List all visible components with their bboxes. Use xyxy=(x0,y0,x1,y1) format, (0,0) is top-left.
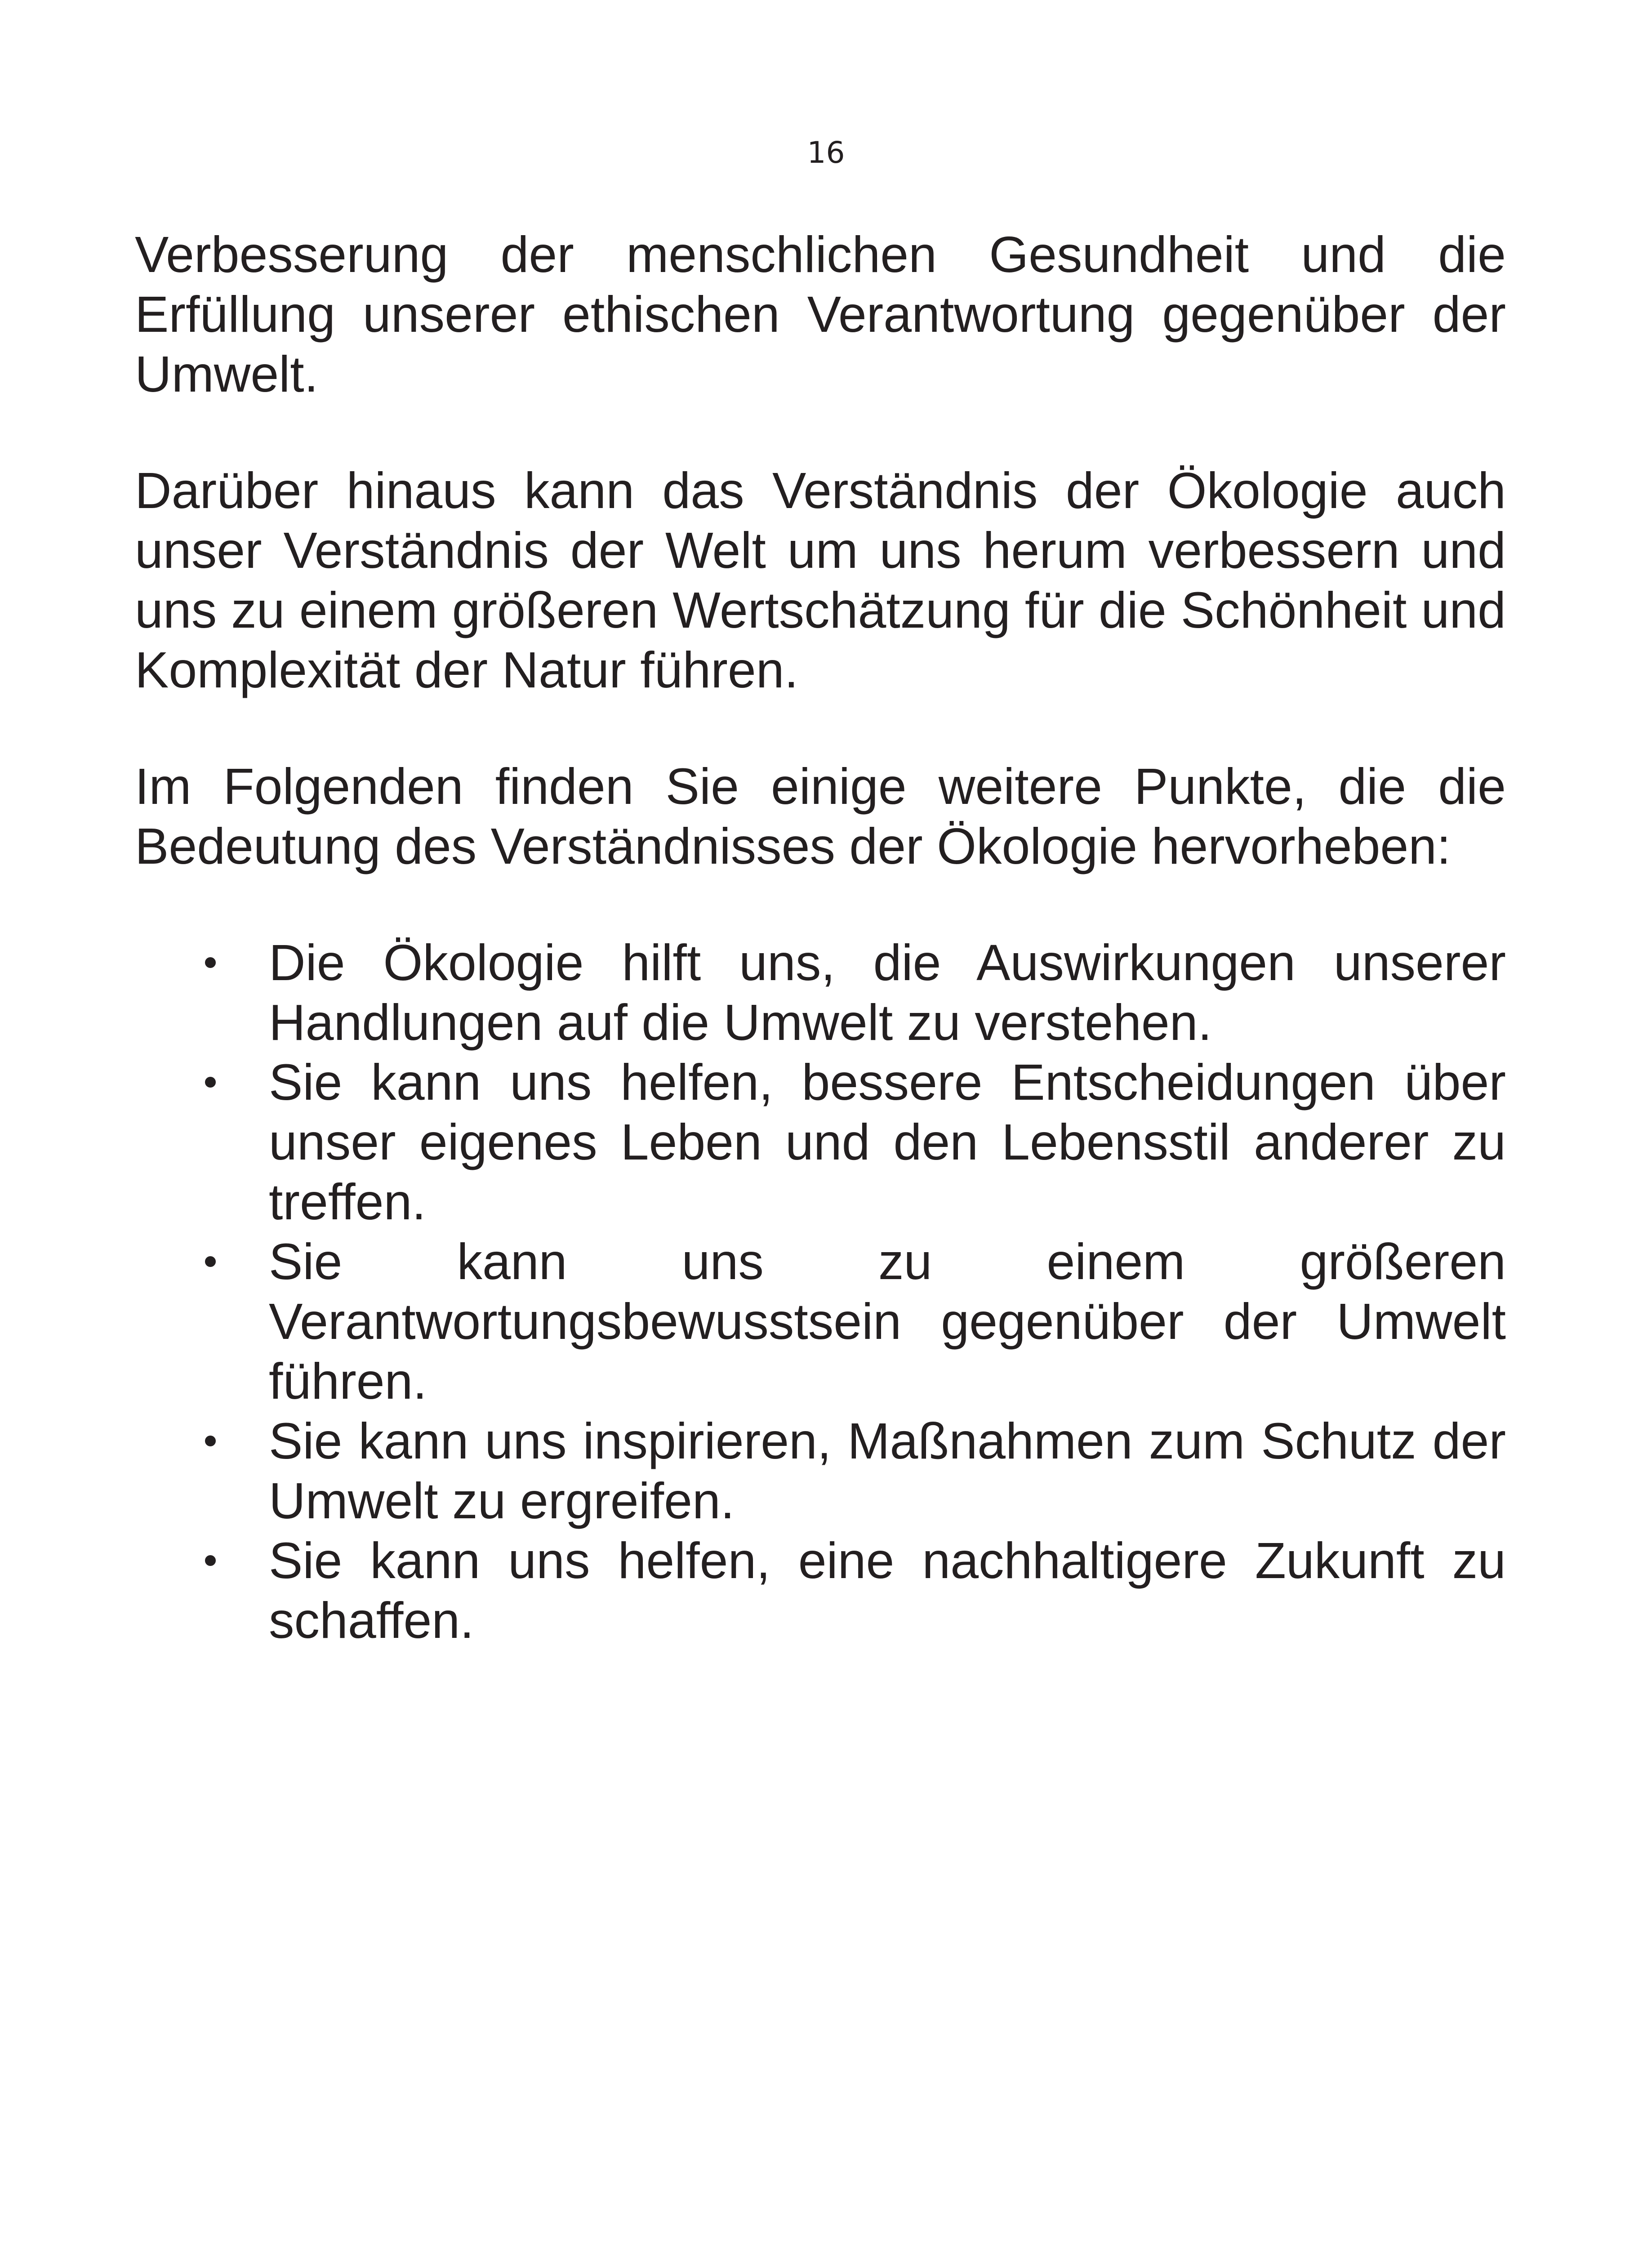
list-item xyxy=(135,1053,1506,1232)
bullet-list xyxy=(135,933,1506,1650)
list-item-text: Sie kann uns helfen, eine nachhaltigere Zukunft zu schaffen. xyxy=(269,1532,1506,1649)
list-item xyxy=(135,1232,1506,1411)
bullet-icon xyxy=(205,957,216,968)
bullet-icon xyxy=(205,1256,216,1267)
list-item xyxy=(135,933,1506,1053)
bullet-icon xyxy=(205,1555,216,1566)
bullet-icon xyxy=(205,1436,216,1446)
paragraph-understanding-world: Darüber hinaus kann das Verständnis der Ökologie auch unser Verständnis der Welt um uns herum verbessern und uns zu einem größeren Wertschätzung für die Schönheit und Komplexität der Natur führen. xyxy=(135,462,1506,698)
list-item-text: Sie kann uns inspirieren, Maßnahmen zum Schutz der Umwelt zu ergreifen. xyxy=(269,1413,1506,1529)
paragraph-health-ethics: Verbesserung der menschlichen Gesundheit und die Erfüllung unserer ethischen Verantwortung gegenüber der Umwelt. xyxy=(135,226,1506,402)
list-item xyxy=(135,1411,1506,1531)
page-body xyxy=(135,225,1506,1650)
list-item-text: Die Ökologie hilft uns, die Auswirkungen unserer Handlungen auf die Umwelt zu verstehen. xyxy=(269,934,1506,1051)
list-item-text: Sie kann uns zu einem größeren Verantwortungsbewusstsein gegenüber der Umwelt führen. xyxy=(269,1233,1506,1409)
page-number: 16 xyxy=(807,135,845,170)
paragraph-intro-points: Im Folgenden finden Sie einige weitere Punkte, die die Bedeutung des Verständnisses der Ökologie hervorheben: xyxy=(135,758,1506,874)
bullet-icon xyxy=(205,1077,216,1088)
list-item-text: Sie kann uns helfen, bessere Entscheidungen über unser eigenes Leben und den Lebensstil anderer zu treffen. xyxy=(269,1054,1506,1230)
list-item xyxy=(135,1531,1506,1650)
